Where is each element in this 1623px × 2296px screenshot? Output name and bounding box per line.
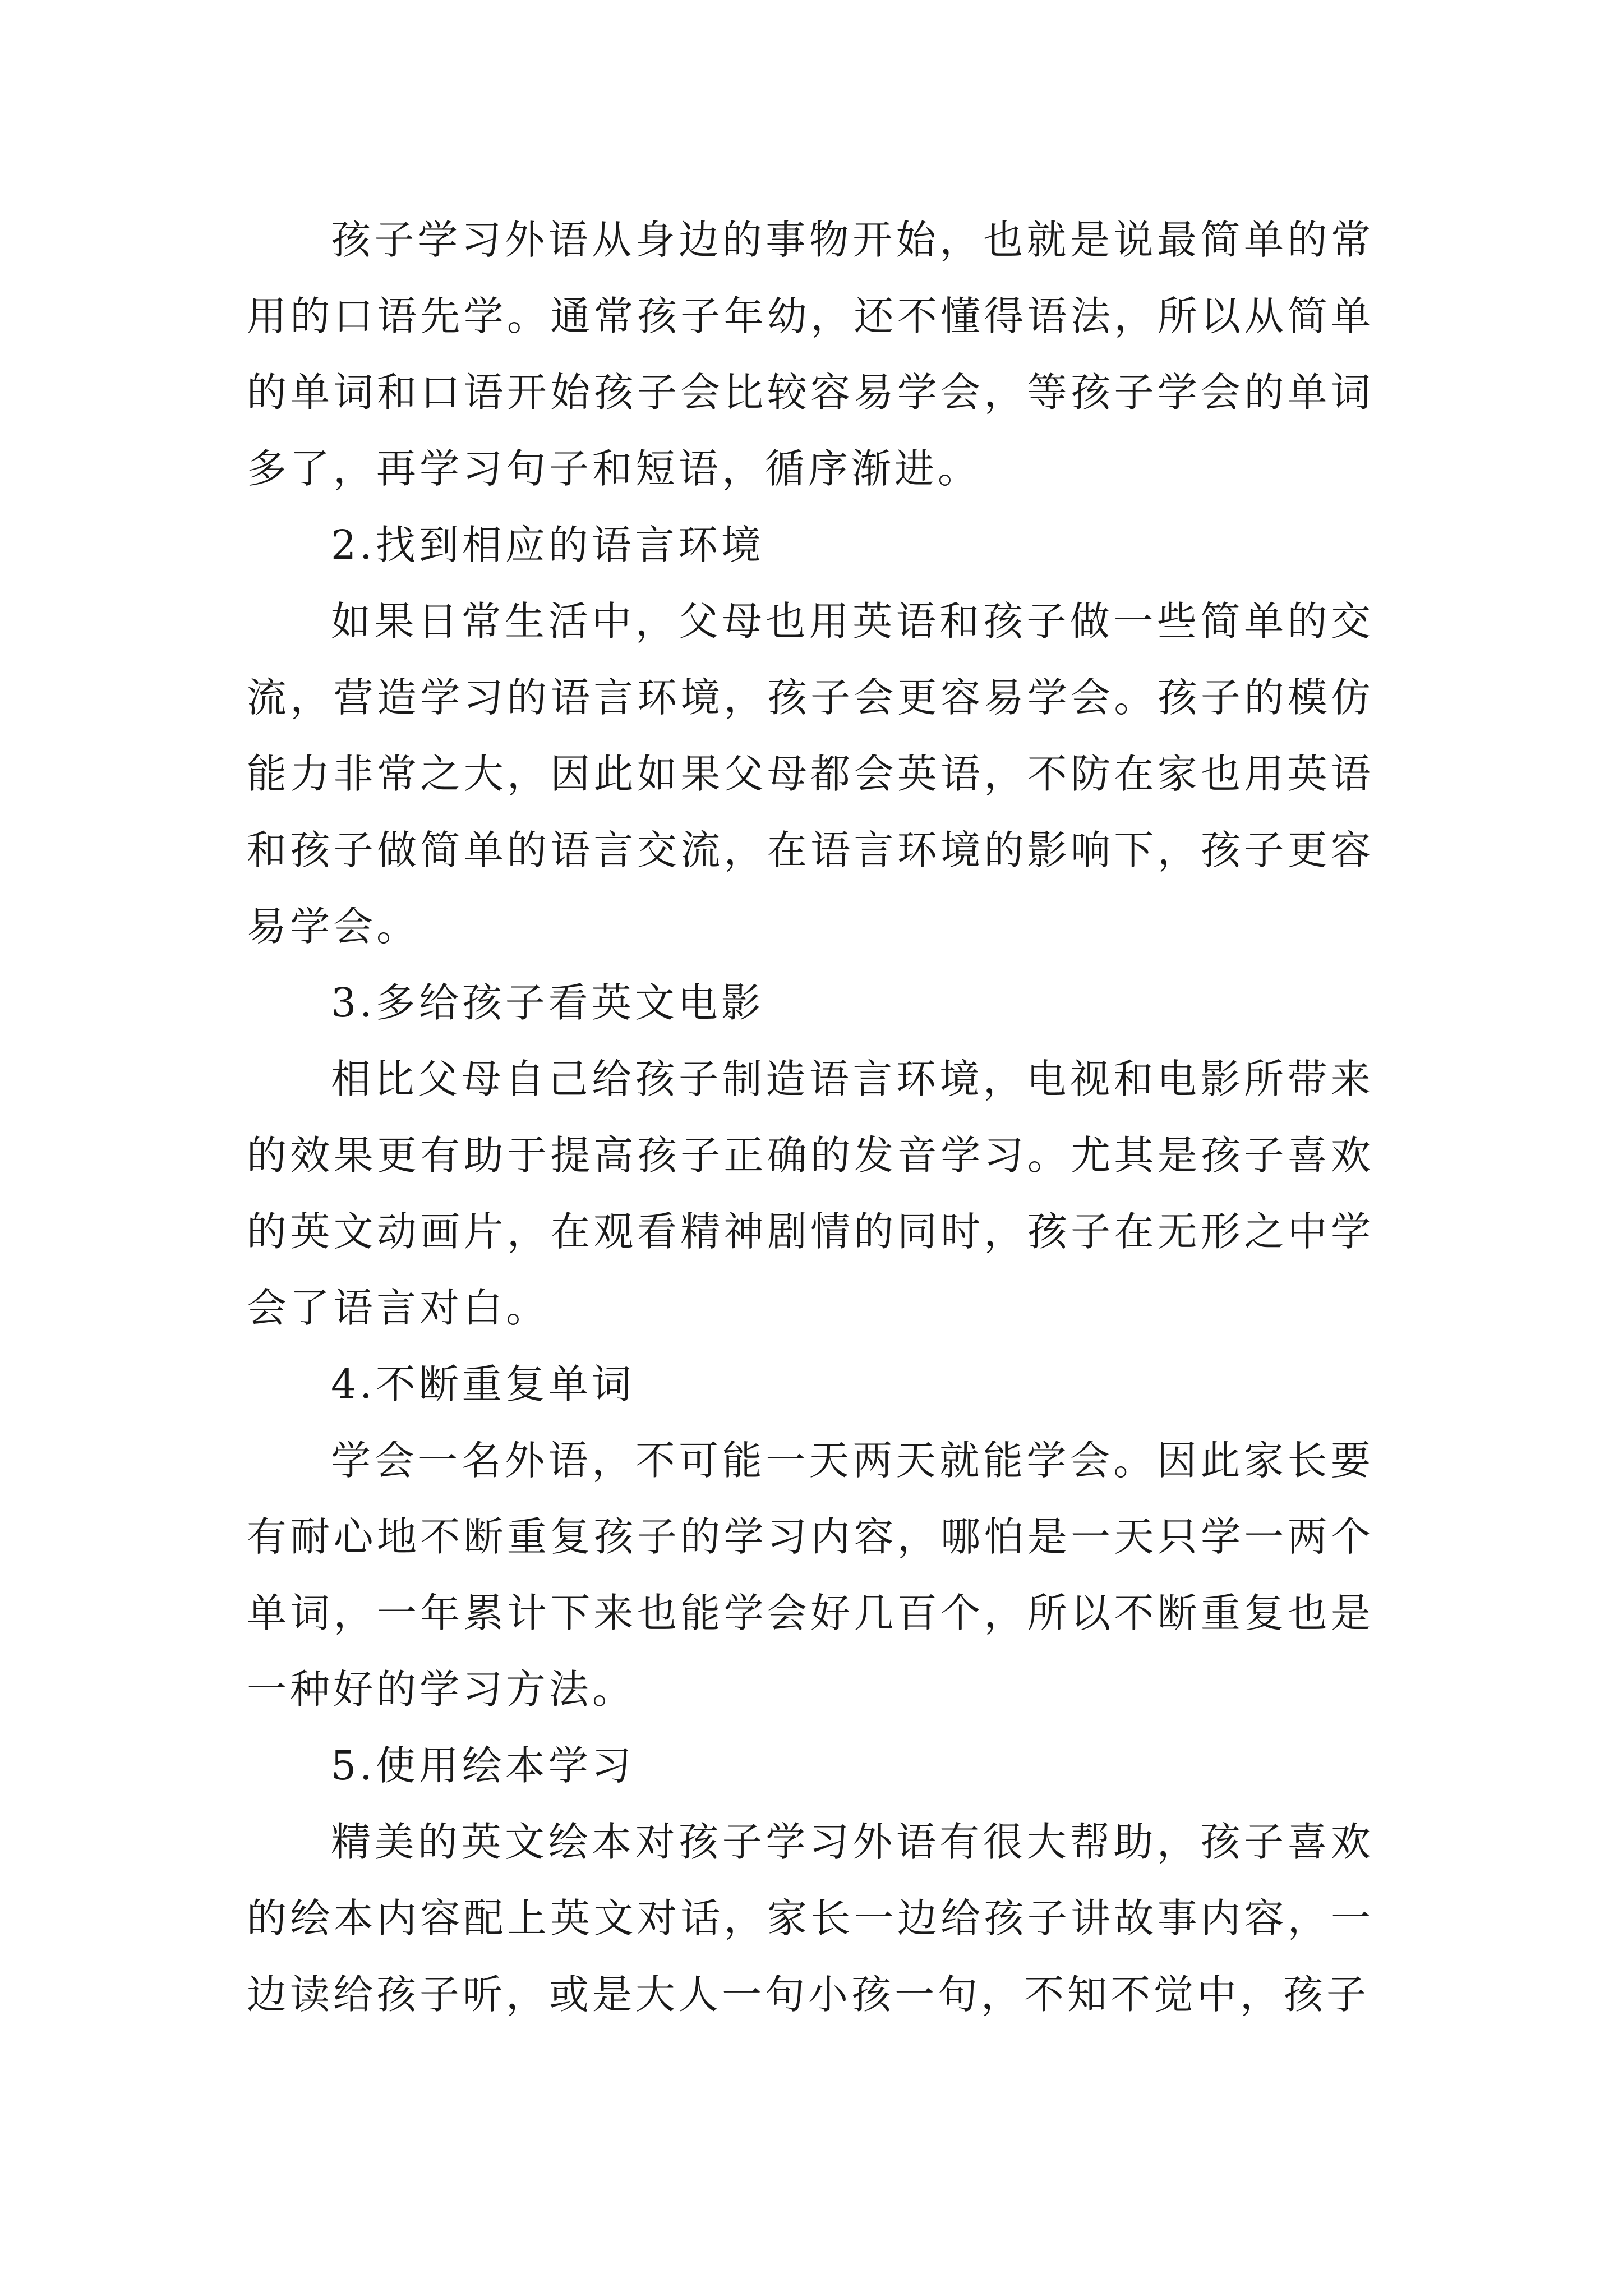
paragraph-picture-books: 精美的英文绘本对孩子学习外语有很大帮助，孩子喜欢的绘本内容配上英文对话，家长一边给孩子讲故事内容，一边读给孩子听，或是大人一句小孩一句，不知不觉中，孩子 <box>247 1819 1374 2018</box>
section-heading-3: 3.多给孩子看英文电影 <box>331 979 764 1026</box>
paragraph-language-environment: 如果日常生活中，父母也用英语和孩子做一些简单的交流，营造学习的语言环境，孩子会更容易学会。孩子的模仿能力非常之大，因此如果父母都会英语，不防在家也用英语和孩子做简单的语言交流，在语言环境的影响下，孩子更容易学会。 <box>247 598 1374 950</box>
paragraph-english-movies: 相比父母自己给孩子制造语言环境，电视和电影所带来的效果更有助于提高孩子正确的发音学习。尤其是孩子喜欢的英文动画片，在观看精神剧情的同时，孩子在无形之中学会了语言对白。 <box>247 1056 1374 1331</box>
paragraph-repeat-words: 学会一名外语，不可能一天两天就能学会。因此家长要有耐心地不断重复孩子的学习内容，哪怕是一天只学一两个单词，一年累计下来也能学会好几百个，所以不断重复也是一种好的学习方法。 <box>247 1437 1374 1713</box>
section-heading-2: 2.找到相应的语言环境 <box>331 522 764 568</box>
document-body <box>247 202 1374 2033</box>
section-heading-5: 5.使用绘本学习 <box>331 1742 635 1789</box>
paragraph-intro: 孩子学习外语从身边的事物开始，也就是说最简单的常用的口语先学。通常孩子年幼，还不懂得语法，所以从简单的单词和口语开始孩子会比较容易学会，等孩子学会的单词多了，再学习句子和短语，循序渐进。 <box>247 217 1374 492</box>
section-heading-4: 4.不断重复单词 <box>331 1361 635 1407</box>
